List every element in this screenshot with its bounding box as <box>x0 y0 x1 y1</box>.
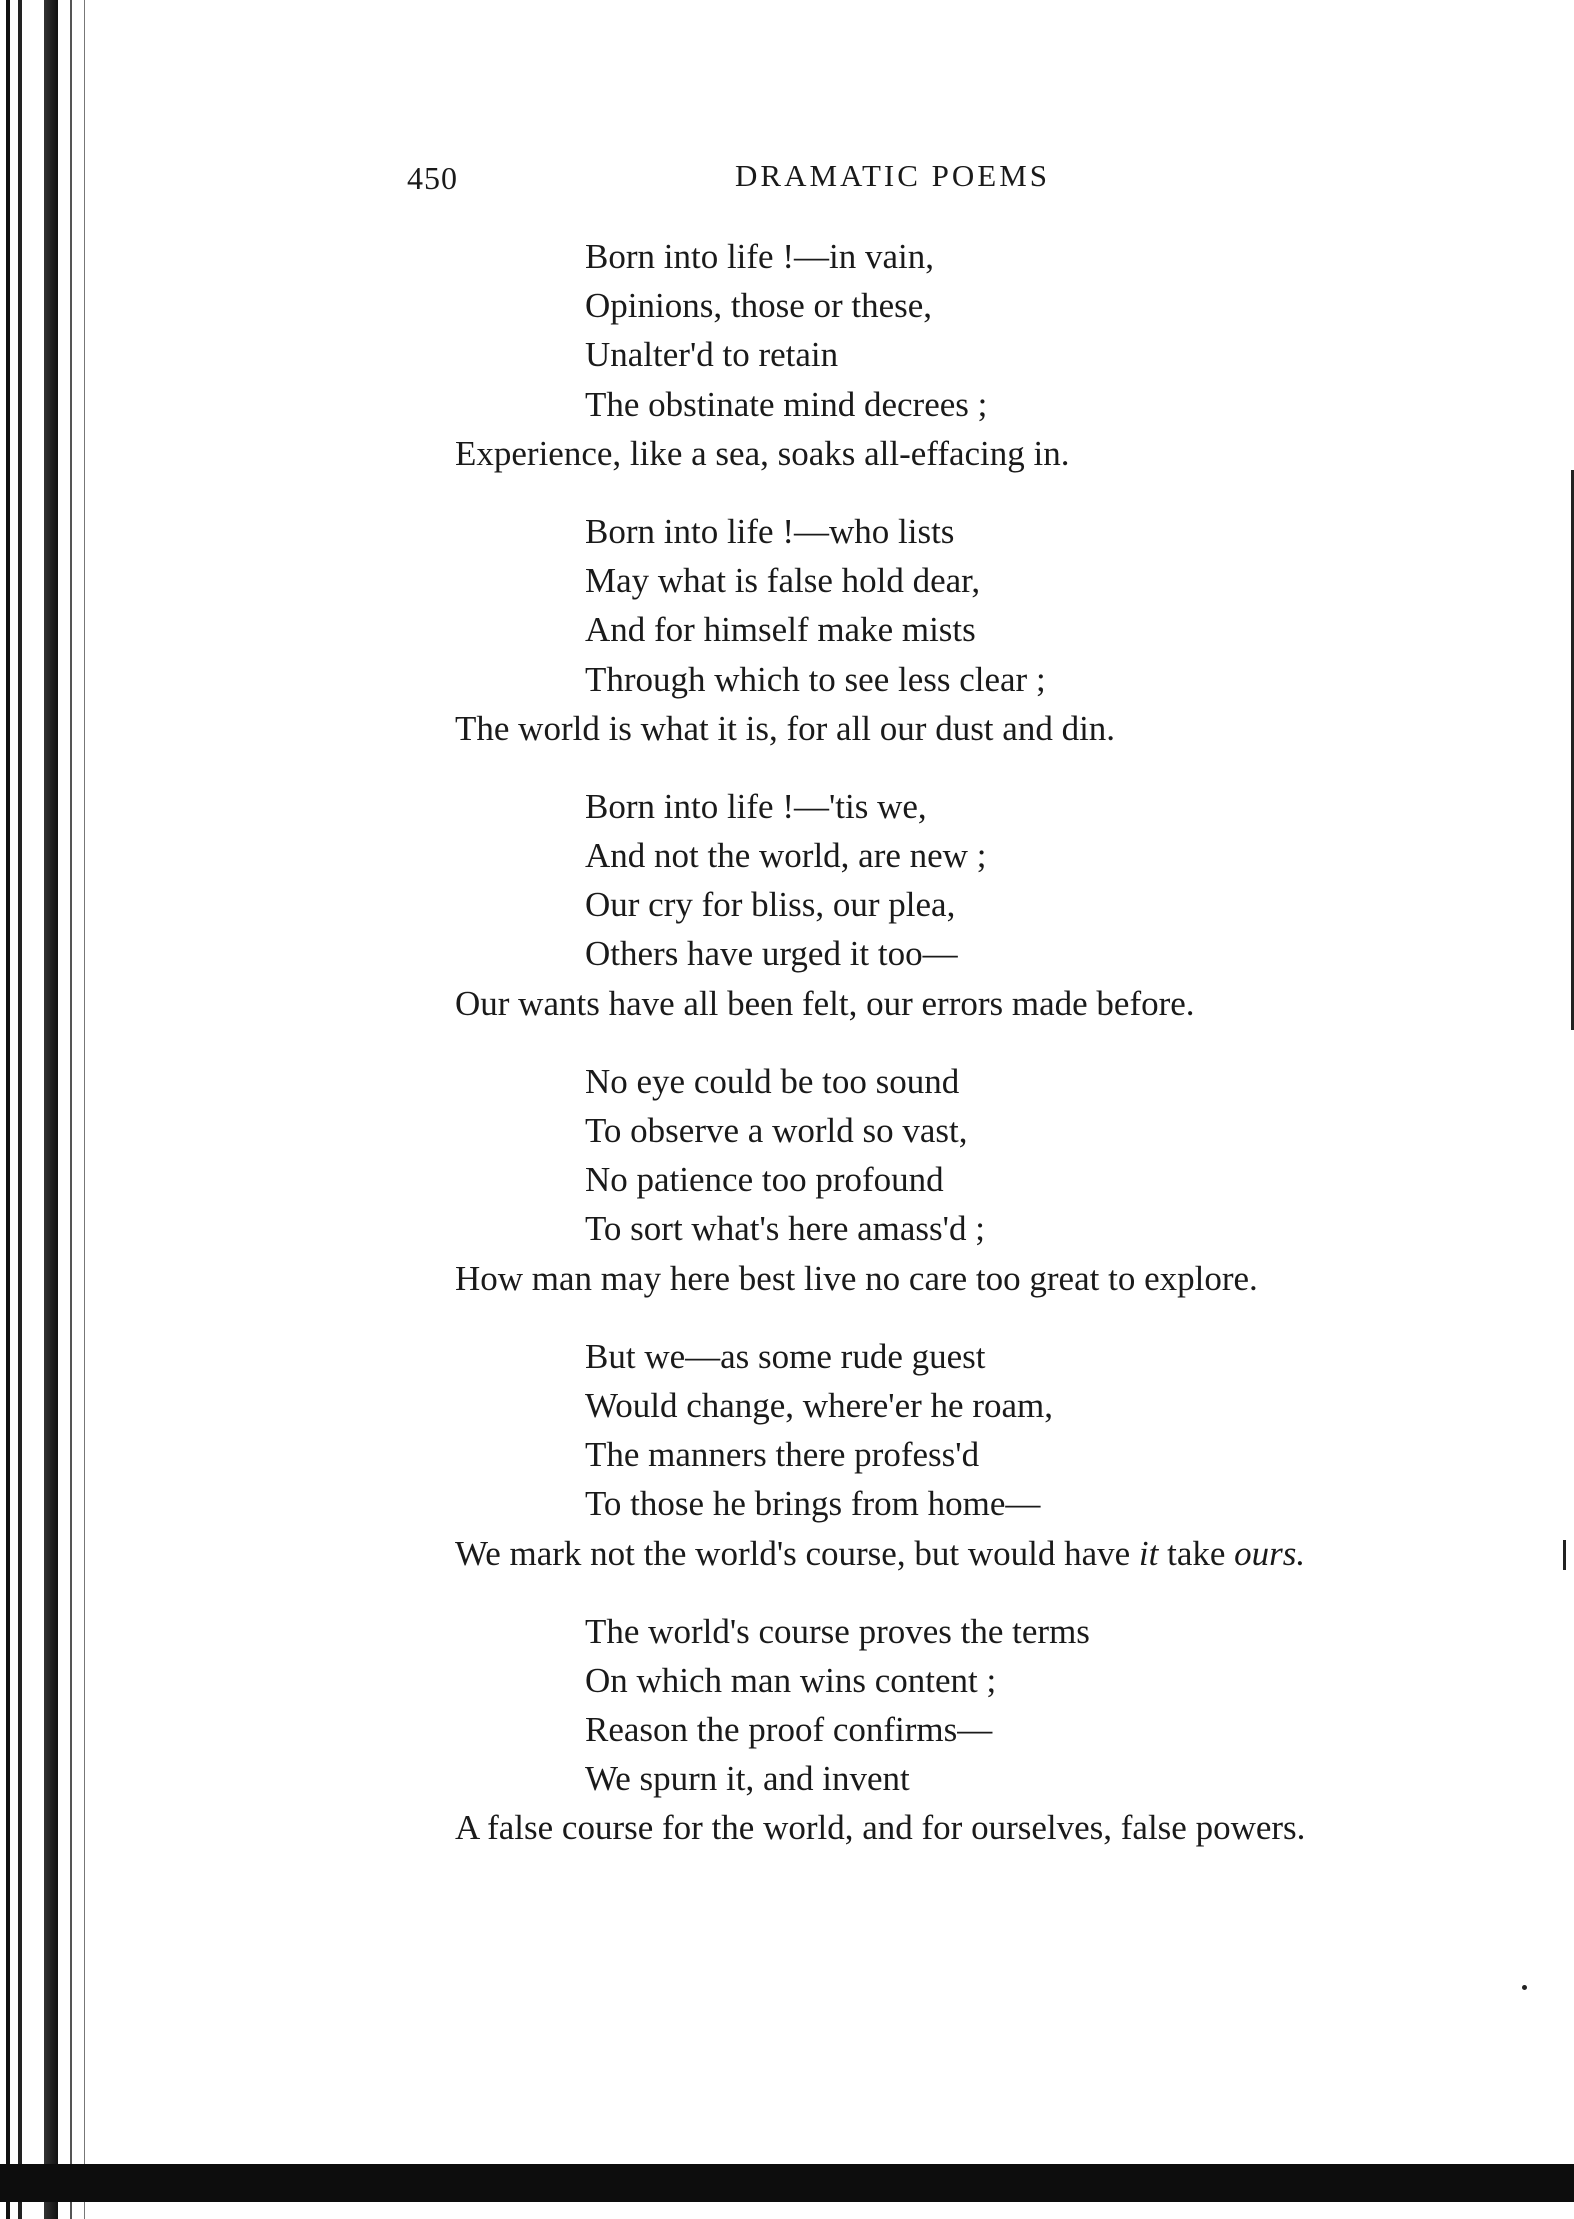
poem-line: To observe a world so vast, <box>585 1111 968 1150</box>
line-text: We mark not the world's course, but would have <box>455 1533 1139 1573</box>
running-head: DRAMATIC POEMS <box>735 158 1051 193</box>
poem-line: Opinions, those or these, <box>585 286 933 326</box>
line-text: take <box>1158 1533 1235 1573</box>
poem-line: On which man wins content ; <box>585 1660 997 1700</box>
poem-line: Born into life !—in vain, <box>585 237 934 276</box>
poem-line: Reason the proof confirms— <box>585 1710 993 1750</box>
poem-line: To sort what's here amass'd ; <box>585 1209 985 1249</box>
poem-line: And not the world, are new ; <box>585 836 987 876</box>
page-number: 450 <box>407 160 458 196</box>
poem-line: May what is false hold dear, <box>585 561 981 601</box>
poem-line: And for himself make mists <box>585 610 976 650</box>
stanza <box>455 1057 1505 1303</box>
poem-line: Through which to see less clear ; <box>585 659 1046 699</box>
poem-line-long: A false course for the world, and for ourselves, false powers. <box>455 1808 1306 1848</box>
poem-line: The manners there profess'd <box>585 1435 980 1475</box>
poem-line-long: Experience, like a sea, soaks all-effacing in. <box>455 433 1070 473</box>
poem-line: We spurn it, and invent <box>585 1759 910 1799</box>
page-bottom-edge <box>0 2164 1574 2202</box>
book-binding-edge <box>0 0 100 2219</box>
italic-word: it <box>1138 1533 1159 1573</box>
stanza <box>455 232 1505 478</box>
poem-line: Unalter'd to retain <box>585 335 839 375</box>
poem-line: Would change, where'er he roam, <box>585 1385 1054 1425</box>
poem-line: Born into life !—who lists <box>585 511 955 551</box>
poem-line: To those he brings from home— <box>585 1484 1041 1524</box>
poem-line: Others have urged it too— <box>585 934 958 974</box>
poem-line: No patience too profound <box>585 1160 944 1200</box>
poem-line: Born into life !—'tis we, <box>585 786 927 826</box>
scan-edge-mark-small <box>1563 1540 1566 1570</box>
poem-line-long: Our wants have all been felt, our errors made before. <box>455 983 1195 1023</box>
stanza <box>455 1607 1505 1853</box>
stanza <box>455 1332 1505 1578</box>
poem-line: The obstinate mind decrees ; <box>585 384 988 424</box>
italic-word: ours. <box>1234 1533 1306 1573</box>
poem-body <box>455 232 1505 1882</box>
poem-line-long <box>455 1529 1505 1578</box>
poem-line: Our cry for bliss, our plea, <box>585 885 956 925</box>
poem-line-long: How man may here best live no care too great to explore. <box>455 1258 1258 1298</box>
poem-line: No eye could be too sound <box>585 1061 960 1101</box>
poem-line-long: The world is what it is, for all our dust and din. <box>455 708 1116 748</box>
stanza <box>455 782 1505 1028</box>
scan-speck <box>1522 1985 1527 1990</box>
stanza <box>455 507 1505 753</box>
poem-line: But we—as some rude guest <box>585 1336 986 1376</box>
poem-line: The world's course proves the terms <box>585 1611 1090 1651</box>
